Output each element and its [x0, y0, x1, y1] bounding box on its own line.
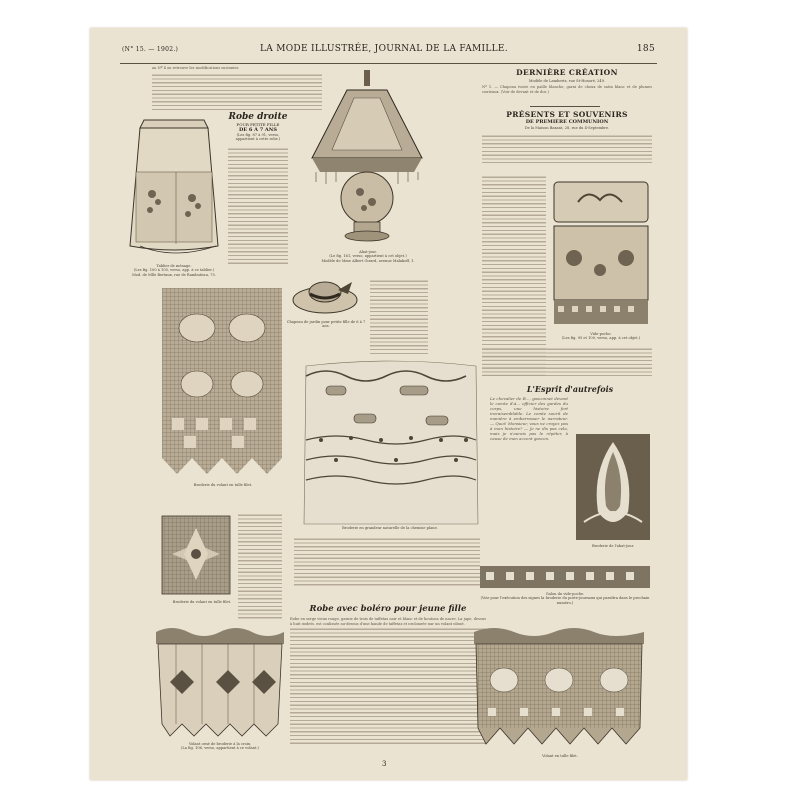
apron-maker: Mod. de Mlle Bertaux, rue de Rambuteau, 75. — [132, 272, 216, 277]
lampshade-maker: Modèle de Mme Albert Girard, avenue Malakoff, 1. — [321, 258, 415, 263]
apron-ref: (Les fig. 100 à 105, verso, app. à ce tablier.) — [133, 268, 215, 273]
filet-square-caption: Broderie du volant en tulle filet. — [172, 600, 232, 604]
lampshade-caption-block — [318, 250, 418, 263]
esprit-text: Le chevalier de B..., gasconnet devant le comte d'A... officier des gardes du corps, une histoire fort invraisemblable. Le comte sourit de manière à embarrasser le narrateur. — Quoi! Monsieur, vous ne croyez pas à mon histoire? — Je ne dis pas cela, mais je n'aurais pas le répéter, à cause de mon accent gascon. — [490, 396, 568, 441]
robe-bolero-title: Robe avec boléro pour jeune fille — [309, 604, 467, 614]
volant-cross-caption-block — [156, 742, 284, 751]
apron-caption: Tablier de ménage. — [156, 264, 192, 268]
chemise-embroidery — [296, 356, 486, 528]
footer-mark: 3 — [382, 760, 387, 768]
volant-tulle-filet — [474, 624, 644, 748]
derniere-sub: Modèle de Lambertz, rue St-Honoré, 249. — [528, 79, 606, 83]
filet-square — [160, 514, 232, 596]
apron-illustration — [122, 114, 226, 264]
robe-bolero-body — [290, 626, 486, 744]
vide-poche-illustration — [548, 174, 654, 336]
robe-droite-title: Robe droite — [228, 112, 288, 122]
middle-text — [294, 536, 480, 588]
page-header — [90, 44, 687, 60]
presents-sub: DE PREMIÈRE COMMUNION — [525, 119, 609, 125]
apron-caption-block — [122, 264, 226, 277]
galon-note: (Voir pour l'exécution des signes la broderie du porte-journaux qui paraîtra dans le prochain numéro.) — [480, 596, 650, 605]
lampshade-illustration — [302, 68, 432, 248]
presents-title: PRÉSENTS ET SOUVENIRS — [506, 110, 628, 119]
page-number: 185 — [636, 44, 655, 54]
filet-caption: Broderie du volant en tulle filet. — [193, 483, 253, 487]
vide-poche-ref: (Les fig. 95 et 100, verso, app. à cet objet.) — [561, 336, 641, 341]
lampshade-embroidery — [574, 432, 652, 542]
robe-droite-block — [228, 112, 288, 264]
presents-maker: De la Maison Baxant, 28, rue du 4-Septembre. — [524, 126, 610, 130]
volant-cross-ref: (La fig. 106, verso, appartient à ce volant.) — [181, 746, 259, 751]
header-rule — [120, 63, 657, 64]
derniere-creation-block — [482, 68, 652, 95]
presents-intro-text — [482, 133, 652, 163]
hat-side-text — [370, 278, 428, 354]
volant-cross-stitch — [156, 624, 284, 740]
issue-number: (N° 15. — 1902.) — [122, 46, 179, 53]
section-divider — [530, 106, 600, 107]
intro-fragment: au Nº 4 on retrouve les modifications suivantes — [152, 66, 239, 70]
chemise-caption: Broderie en grandeur naturelle de la chemise plane. — [342, 526, 438, 530]
robe-bolero-block — [290, 604, 486, 744]
derniere-text: Nº 1. — Chapeau ivoire en paille blanche, garni de choux de satin blanc et de plumes couteaux. (Voir de devant et de dos.) — [482, 85, 652, 94]
presents-end-text — [482, 346, 652, 376]
intro-text — [152, 66, 322, 110]
filet-lace-panel — [162, 288, 282, 478]
hat-caption: Chapeau de jardin pour petite fille de 6 à 7 ans. — [286, 320, 366, 329]
lampshade-embroidery-caption: Broderie de l'abat-jour. — [591, 544, 635, 548]
journal-title: LA MODE ILLUSTRÉE, JOURNAL DE LA FAMILLE. — [260, 44, 508, 54]
robe-droite-age: DE 6 À 7 ANS — [238, 127, 277, 133]
derniere-title: DERNIÈRE CRÉATION — [516, 68, 618, 77]
robe-bolero-lead: Robe en serge vieux rouge, garnie de trois de taffetas noir et blanc et de boutons de nacre. La jupe, dessus à huit godets, est coulissée au-dessus d'une bande de taffetas et prolongée par un volant plissé. — [290, 617, 486, 625]
lampshade-caption: Abat-jour. — [359, 250, 377, 254]
volant-cross-caption: Volant orné de broderie à la croix. — [188, 742, 252, 746]
square-side-text — [238, 512, 282, 620]
galon-band — [480, 566, 650, 588]
esprit-title: L'Esprit d'autrefois — [526, 384, 614, 394]
vide-poche-caption-block — [546, 332, 656, 341]
robe-droite-subtitle: POUR PETITE FILLE — [236, 122, 280, 127]
robe-droite-text — [228, 146, 288, 264]
galon-caption: Galon du vide-poche. — [545, 592, 585, 596]
garden-hat-illustration — [290, 272, 360, 316]
galon-caption-block — [480, 592, 650, 605]
lampshade-ref: (Le fig. 161, verso, appartient à cet objet.) — [329, 254, 407, 259]
volant-filet-caption: Volant en tulle filet. — [542, 754, 578, 758]
intro-lines — [152, 72, 322, 110]
newspaper-page — [90, 28, 687, 780]
vide-poche-caption: Vide-poche. — [590, 332, 612, 336]
presents-block — [482, 110, 652, 163]
robe-droite-ref: (Les fig. 87 à 91, verso, appartient à cette robe.) — [235, 133, 281, 142]
